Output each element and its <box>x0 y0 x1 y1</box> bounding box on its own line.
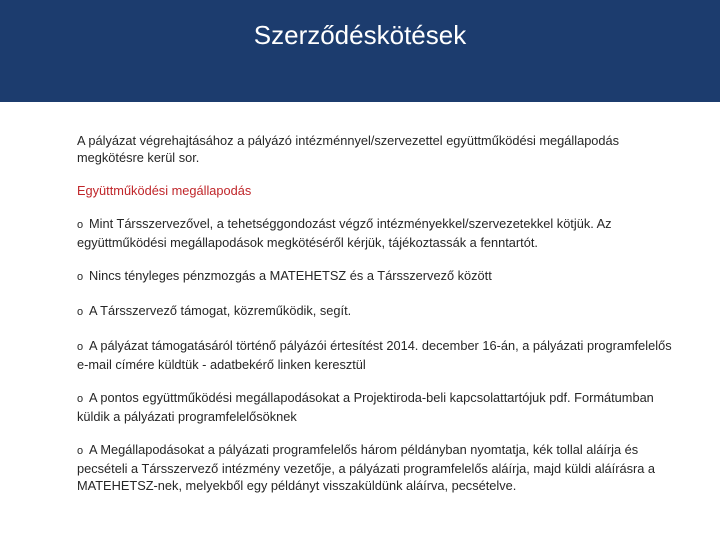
bullet-marker: o <box>77 306 84 318</box>
bullet-marker: o <box>77 393 84 405</box>
bullet-item-5 <box>77 389 677 425</box>
bullet-item-2 <box>77 267 677 286</box>
slide-header <box>0 0 720 102</box>
slide-title: Szerződéskötések <box>253 19 467 50</box>
intro-paragraph: A pályázat végrehajtásához a pályázó intézménnyel/szervezettel együttműködési megállapodás megkötésre kerül sor. <box>77 133 620 165</box>
bullet-item-6 <box>77 441 677 494</box>
bullet-marker: o <box>77 445 84 457</box>
bullet-text: Nincs tényleges pénzmozgás a MATEHETSZ és a Társszervező között <box>89 268 492 283</box>
bullet-item-1 <box>77 215 677 251</box>
bullet-marker: o <box>77 341 84 353</box>
bullet-text: A pontos együttműködési megállapodásokat a Projektiroda-beli kapcsolattartójuk pdf. Formátumban küldik a pályázati programfelelősöknek <box>77 390 654 424</box>
bullet-text: A Társszervező támogat, közreműködik, segít. <box>89 303 352 318</box>
bullet-item-3 <box>77 302 677 321</box>
bullet-item-4 <box>77 337 677 373</box>
bullet-text: A Megállapodásokat a pályázati programfelelős három példányban nyomtatja, kék tollal aláírja és pecsételi a Társszervező intézmény vezetője, a pályázati programfelelős aláírja, majd küldi aláírásra a MATEHETSZ-nek, melyekből egy példányt visszaküldünk aláírva, pecsételve. <box>77 442 656 493</box>
bullet-text: Mint Társszervezővel, a tehetséggondozást végző intézményekkel/szervezetekkel kötjük. Az együttműködési megállapodások megkötéséről kérjük, tájékoztassák a fenntartót. <box>77 216 612 250</box>
section-subheading: Együttműködési megállapodás <box>77 183 252 198</box>
bullet-marker: o <box>77 271 84 283</box>
slide-body <box>77 132 677 510</box>
bullet-text: A pályázat támogatásáról történő pályázói értesítést 2014. december 16-án, a pályázati programfelelős e-mail címére küldtük - adatbekérő linken keresztül <box>77 338 672 372</box>
bullet-marker: o <box>77 219 84 231</box>
